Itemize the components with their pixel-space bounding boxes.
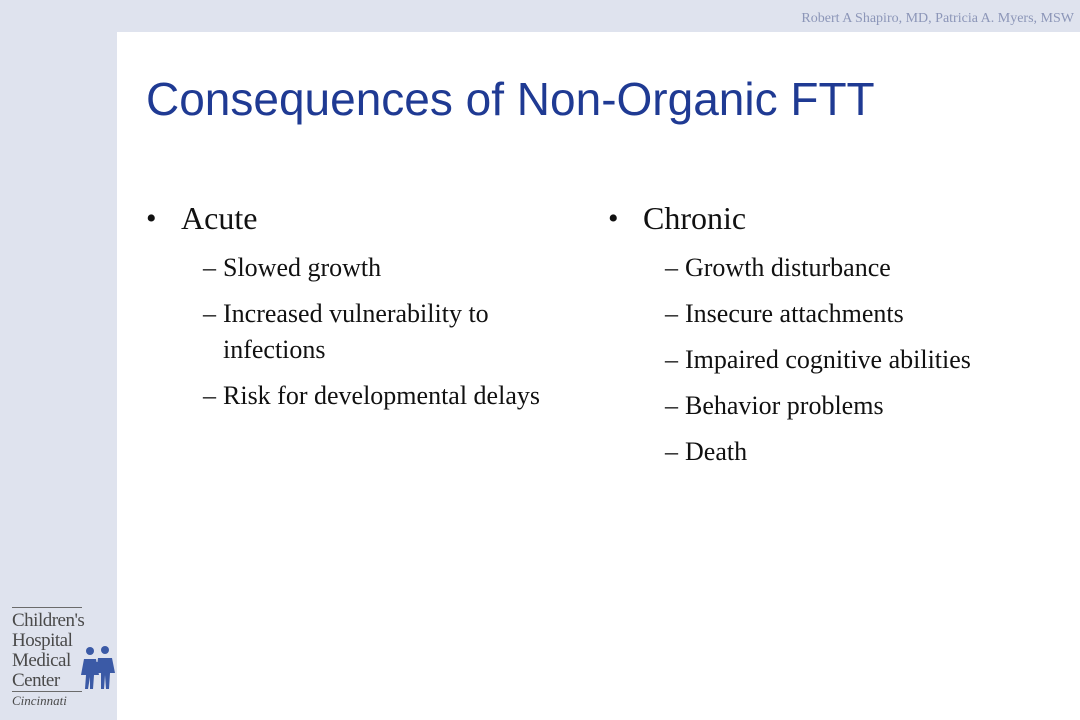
children-figures-icon [81,645,115,691]
column-chronic [608,200,1028,480]
acute-sub-list [146,250,566,414]
bullet-chronic [608,200,1028,244]
logo-line-4: Center [12,670,60,691]
list-item [608,250,1028,286]
column-acute [146,200,566,424]
dash-icon: – [665,253,678,282]
list-item-text: Growth disturbance [685,253,891,282]
dash-icon: – [665,437,678,466]
list-item-text: Risk for developmental delays [223,381,540,410]
list-item [146,296,566,368]
dash-icon: – [665,299,678,328]
list-item [608,388,1028,424]
logo-line-1: Children's [12,610,85,631]
slide-title: Consequences of Non-Organic FTT [146,73,875,125]
list-item-text: Insecure attachments [685,299,904,328]
logo-line-3: Medical [12,650,71,671]
chronic-sub-list [608,250,1028,470]
list-item [608,342,1028,378]
list-item [146,378,566,414]
logo-divider [12,607,82,608]
list-item-text: Impaired cognitive abilities [685,345,971,374]
dash-icon: – [203,253,216,282]
list-item [608,296,1028,332]
bullet-dot-icon: • [608,202,619,235]
bullet-heading: Acute [181,200,258,236]
list-item [608,434,1028,470]
logo-city: Cincinnati [12,693,67,708]
list-item-text: Behavior problems [685,391,884,420]
author-credit: Robert A Shapiro, MD, Patricia A. Myers, MSW [801,11,1074,26]
logo-line-2: Hospital [12,630,73,651]
dash-icon: – [665,391,678,420]
logo-divider [12,691,82,692]
dash-icon: – [203,381,216,410]
bullet-heading: Chronic [643,200,747,236]
dash-icon: – [665,345,678,374]
dash-icon: – [203,299,216,328]
list-item-text: Death [685,437,748,466]
list-item [146,250,566,286]
list-item-text: Increased vulnerability to infections [223,299,489,364]
list-item-text: Slowed growth [223,253,382,282]
bullet-dot-icon: • [146,202,157,235]
hospital-logo [10,605,114,710]
bullet-acute [146,200,566,244]
